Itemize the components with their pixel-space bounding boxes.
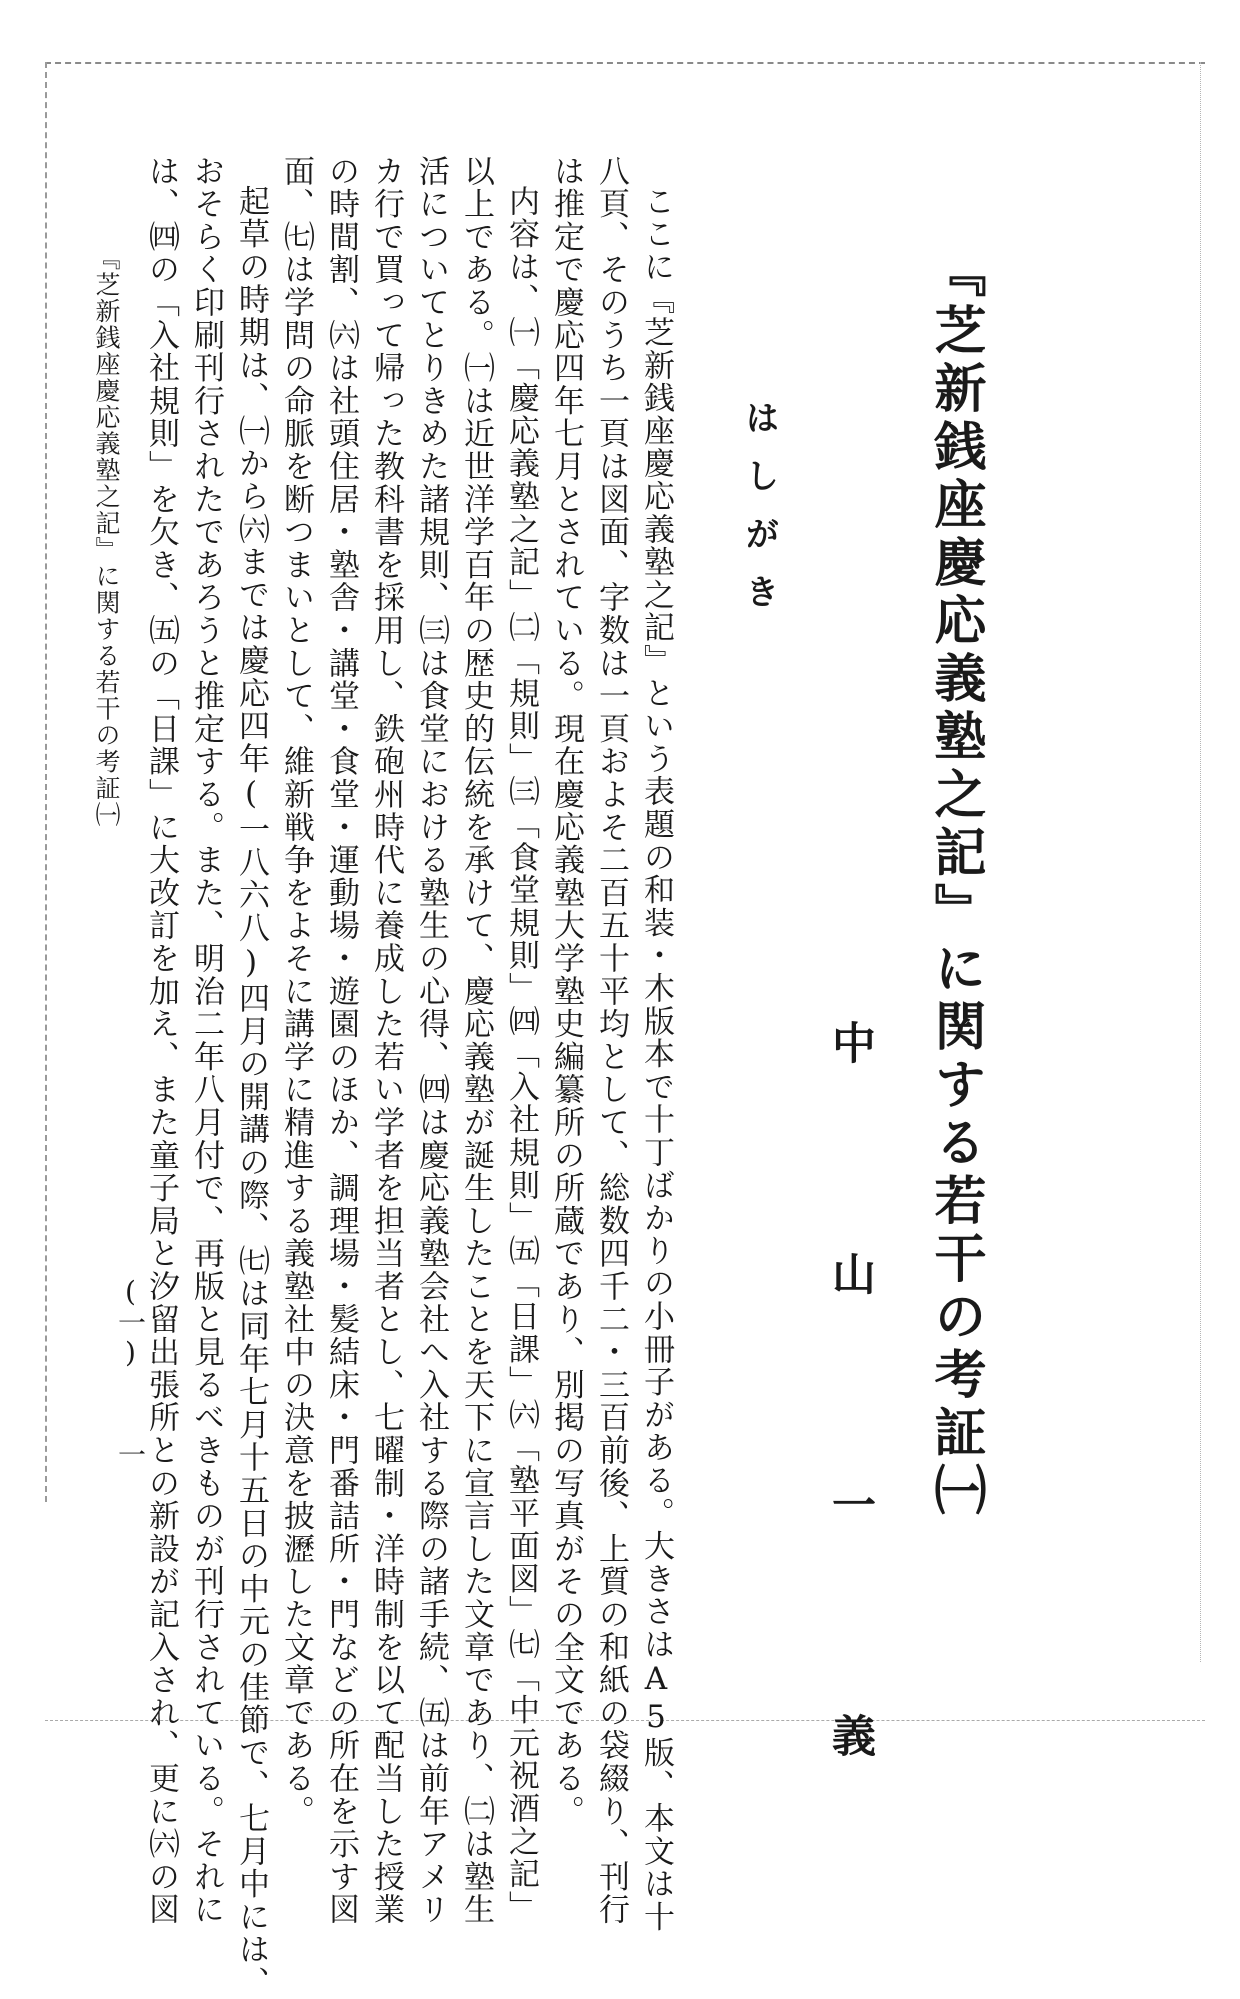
running-title: 『芝新銭座慶応義塾之記』に関する若干の考証㈠	[92, 245, 121, 828]
section-heading: はしがき	[739, 400, 779, 632]
scan-border-top	[45, 62, 1205, 64]
page-number: 一	[114, 1440, 147, 1468]
body-line: カ行で買って帰った教科書を採用し、鉄砲州時代に養成した若い学者を担当者とし、七曜制・洋時制を以て配当した授業	[368, 155, 404, 1927]
body-line: 以上である。㈠は近世洋学百年の歴史的伝統を承けて、慶応義塾が誕生したことを天下に宣言した文章であり、㈡は塾生	[458, 155, 494, 1927]
body-line: 活についてとりきめた諸規則、㈢は食堂における塾生の心得、㈣は慶応義塾会社へ入社する際の諸手続、㈤は前年アメリ	[413, 155, 449, 1927]
body-line: ここに『芝新銭座慶応義塾之記』という表題の和装・木版本で十丁ばかりの小冊子がある。大きさはA5版、本文は十	[638, 185, 674, 1934]
body-line: は、㈣の「入社規則」を欠き、㈤の「日課」に大改訂を加え、また童子局と汐留出張所との新設が記入され、更に㈥の図	[143, 155, 179, 1927]
body-line: 八頁、そのうち一頁は図面、字数は一頁およそ二百五十平均として、総数四千二・三百前後、上質の和紙の袋綴り、刊行	[593, 155, 629, 1927]
body-line: おそらく印刷刊行されたであろうと推定する。また、明治二年八月付で、再版と見るべきものが刊行されている。それに	[188, 155, 224, 1927]
body-line: 起草の時期は、㈠から㈥までは慶応四年(一八六八)四月の開講の際、㈦は同年七月十五日の中元の佳節で、七月中には、	[233, 185, 269, 1999]
body-line: は推定で慶応四年七月とされている。現在慶応義塾大学塾史編纂所の所蔵であり、別掲の写真がその全文である。	[548, 155, 584, 1828]
section-number: (一)	[114, 1275, 147, 1369]
article-title: 『芝新銭座慶応義塾之記』に関する若干の考証㈠	[925, 245, 986, 1521]
body-line: 内容は、㈠「慶応義塾之記」㈡「規則」㈢「食堂規則」㈣「入社規則」㈤「日課」㈥「塾平面図」㈦「中元祝酒之記」	[503, 185, 539, 1924]
scan-border-left	[45, 62, 47, 1502]
scan-border-right	[1200, 62, 1201, 1662]
author-name: 中 山 一 義	[824, 1020, 875, 1825]
body-line: の時間割、㈥は社頭住居・塾舎・講堂・食堂・運動場・遊園のほか、調理場・髪結床・門番詰所・門などの所在を示す図	[323, 155, 359, 1927]
body-line: 面、㈦は学問の命脈を断つまいとして、維新戦争をよそに講学に精進する義塾社中の決意を披瀝した文章である。	[278, 155, 314, 1828]
